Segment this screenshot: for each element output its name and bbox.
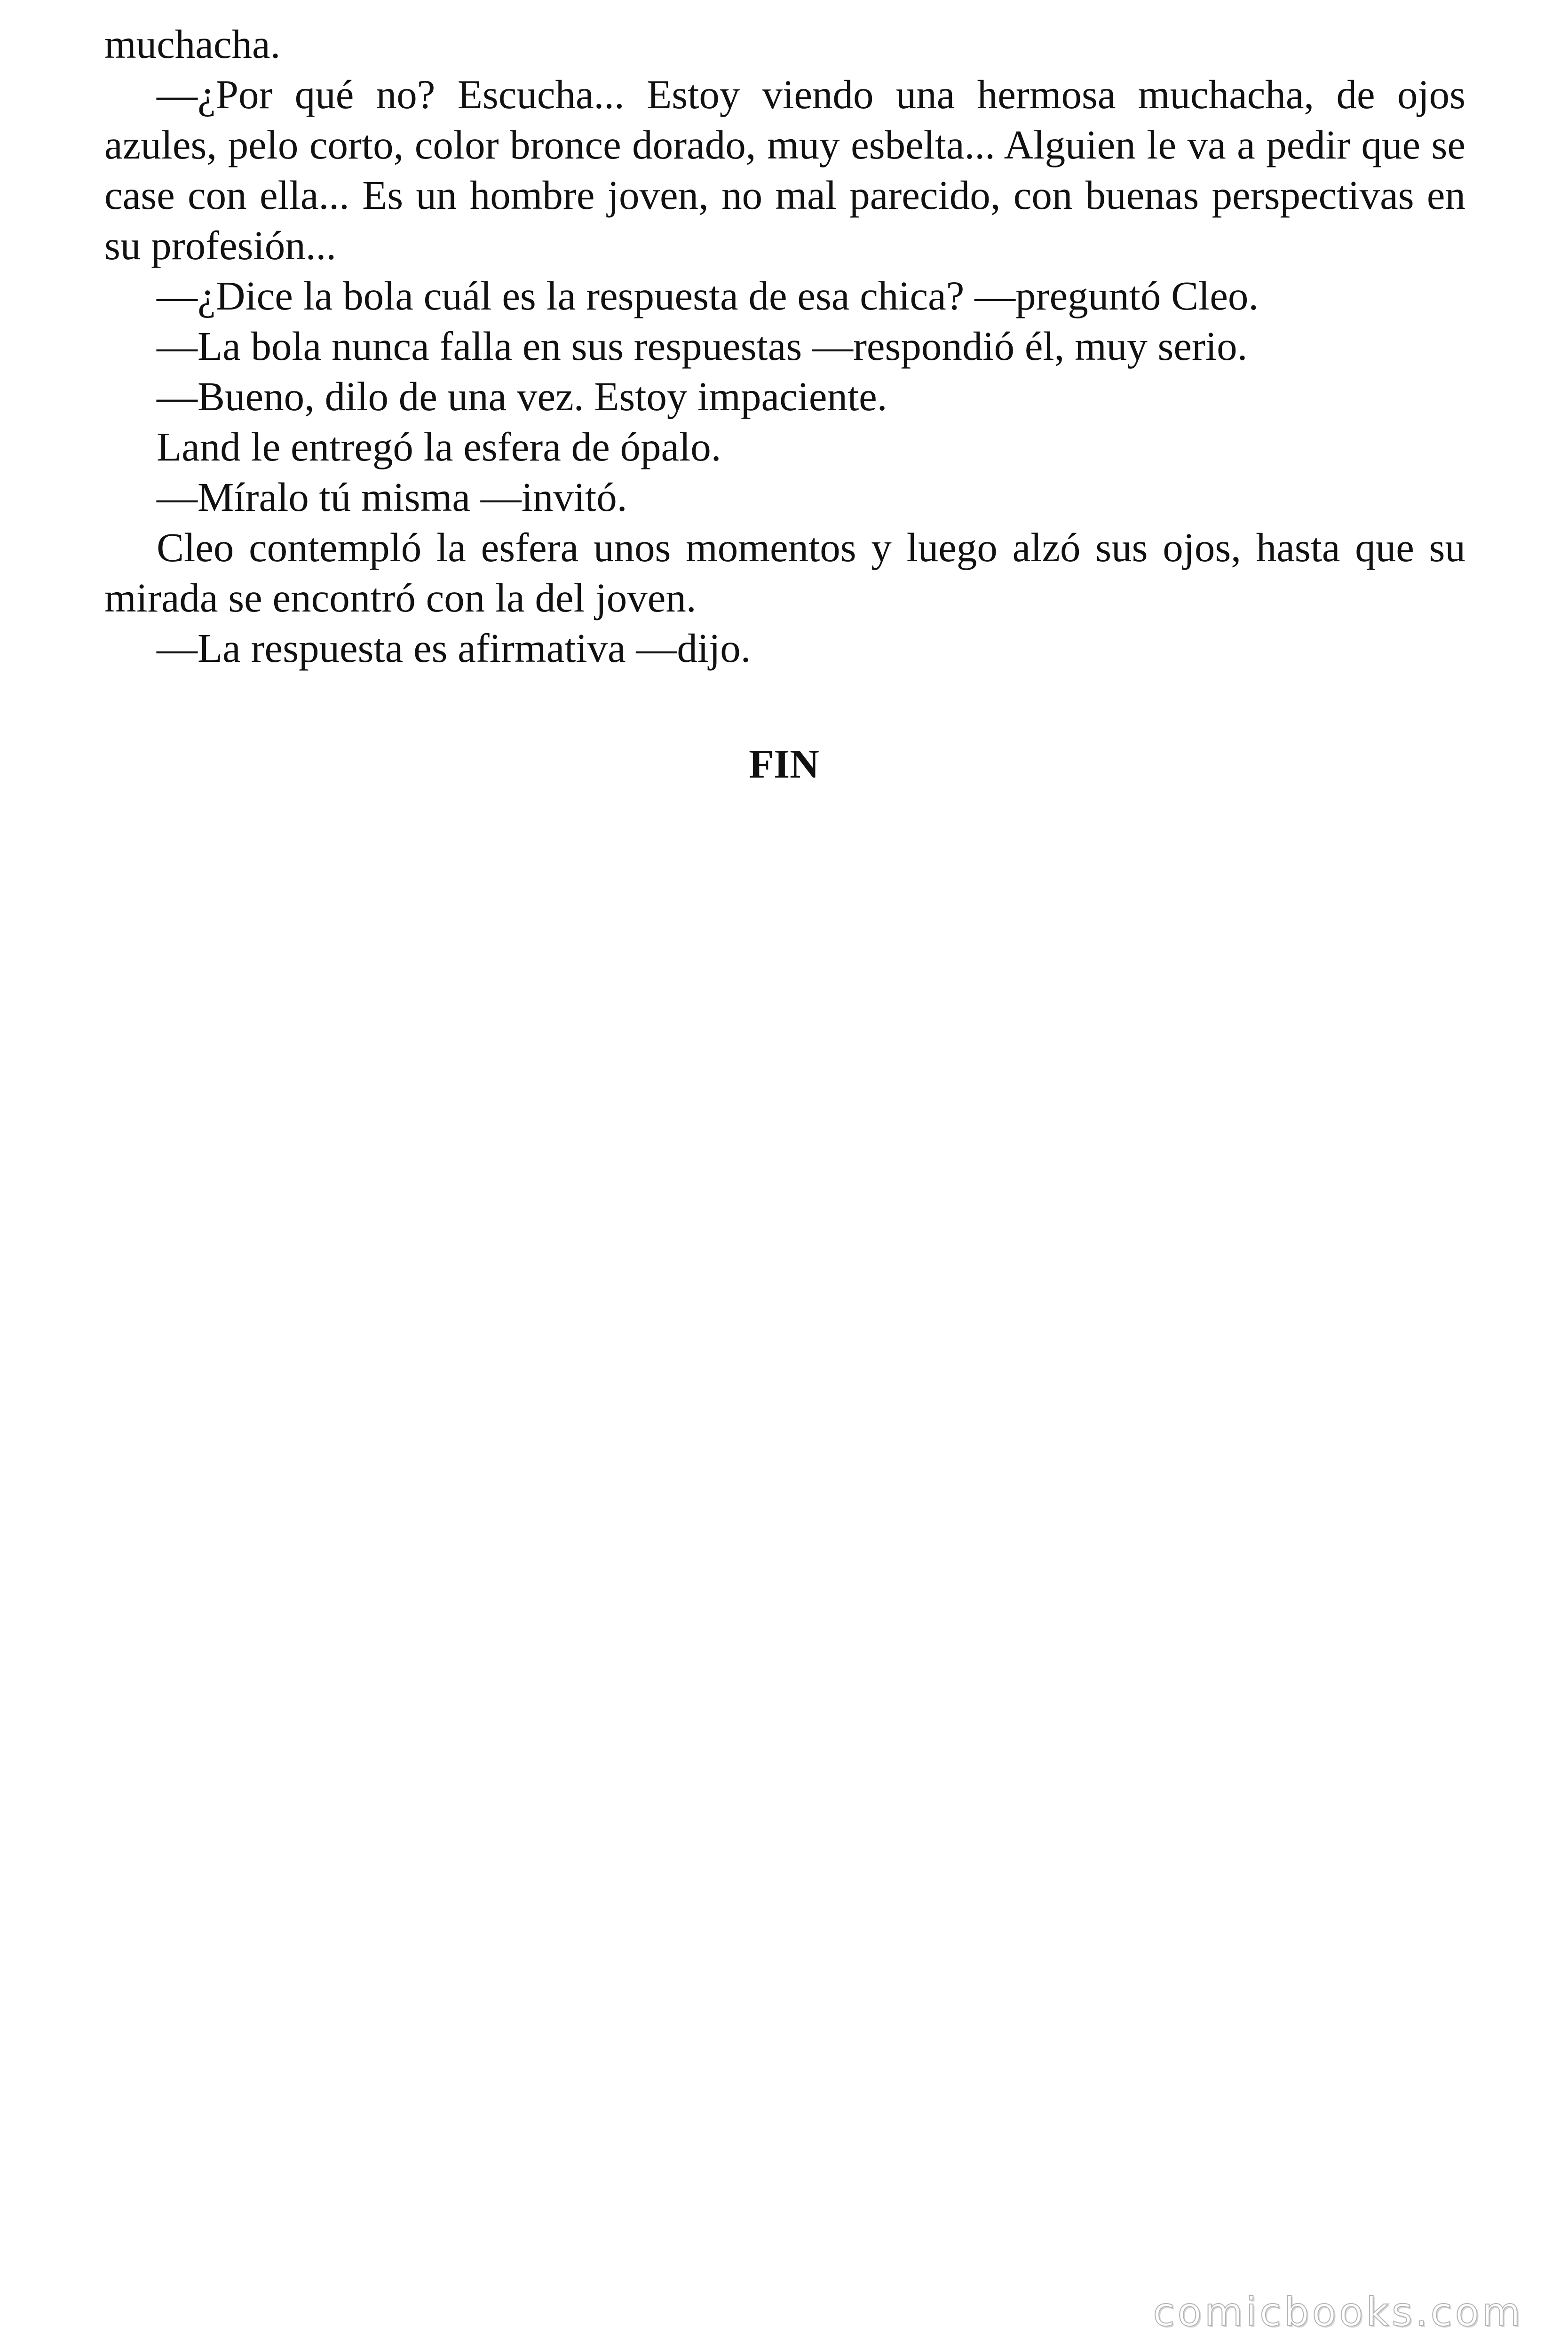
page-body-text [104,19,1465,673]
paragraph-continuation: muchacha. [104,21,281,67]
end-mark: FIN [749,741,819,787]
paragraph-dialogue: —La bola nunca falla en sus respuestas —respondió él, muy serio. [157,323,1248,369]
paragraph-dialogue: —¿Por qué no? Escucha... Estoy viendo una hermosa muchacha, de ojos azules, pelo corto, color bronce dorado, muy esbelta... Alguien le va a pedir que se case con ella... Es un hombre joven, no mal parecido, con buenas perspectivas en su profesión... [104,72,1465,268]
paragraph-dialogue: —La respuesta es afirmativa —dijo. [157,625,751,671]
paragraph-narration: Cleo contempló la esfera unos momentos y luego alzó sus ojos, hasta que su mirada se encontró con la del joven. [104,524,1465,620]
paragraph-narration: Land le entregó la esfera de ópalo. [157,424,721,469]
watermark-logo: comicbooks.com [1153,2289,1523,2335]
paragraph-dialogue: —Míralo tú misma —invitó. [157,474,627,520]
paragraph-dialogue: —Bueno, dilo de una vez. Estoy impaciente. [157,373,887,419]
paragraph-dialogue: —¿Dice la bola cuál es la respuesta de esa chica? —preguntó Cleo. [157,273,1259,318]
